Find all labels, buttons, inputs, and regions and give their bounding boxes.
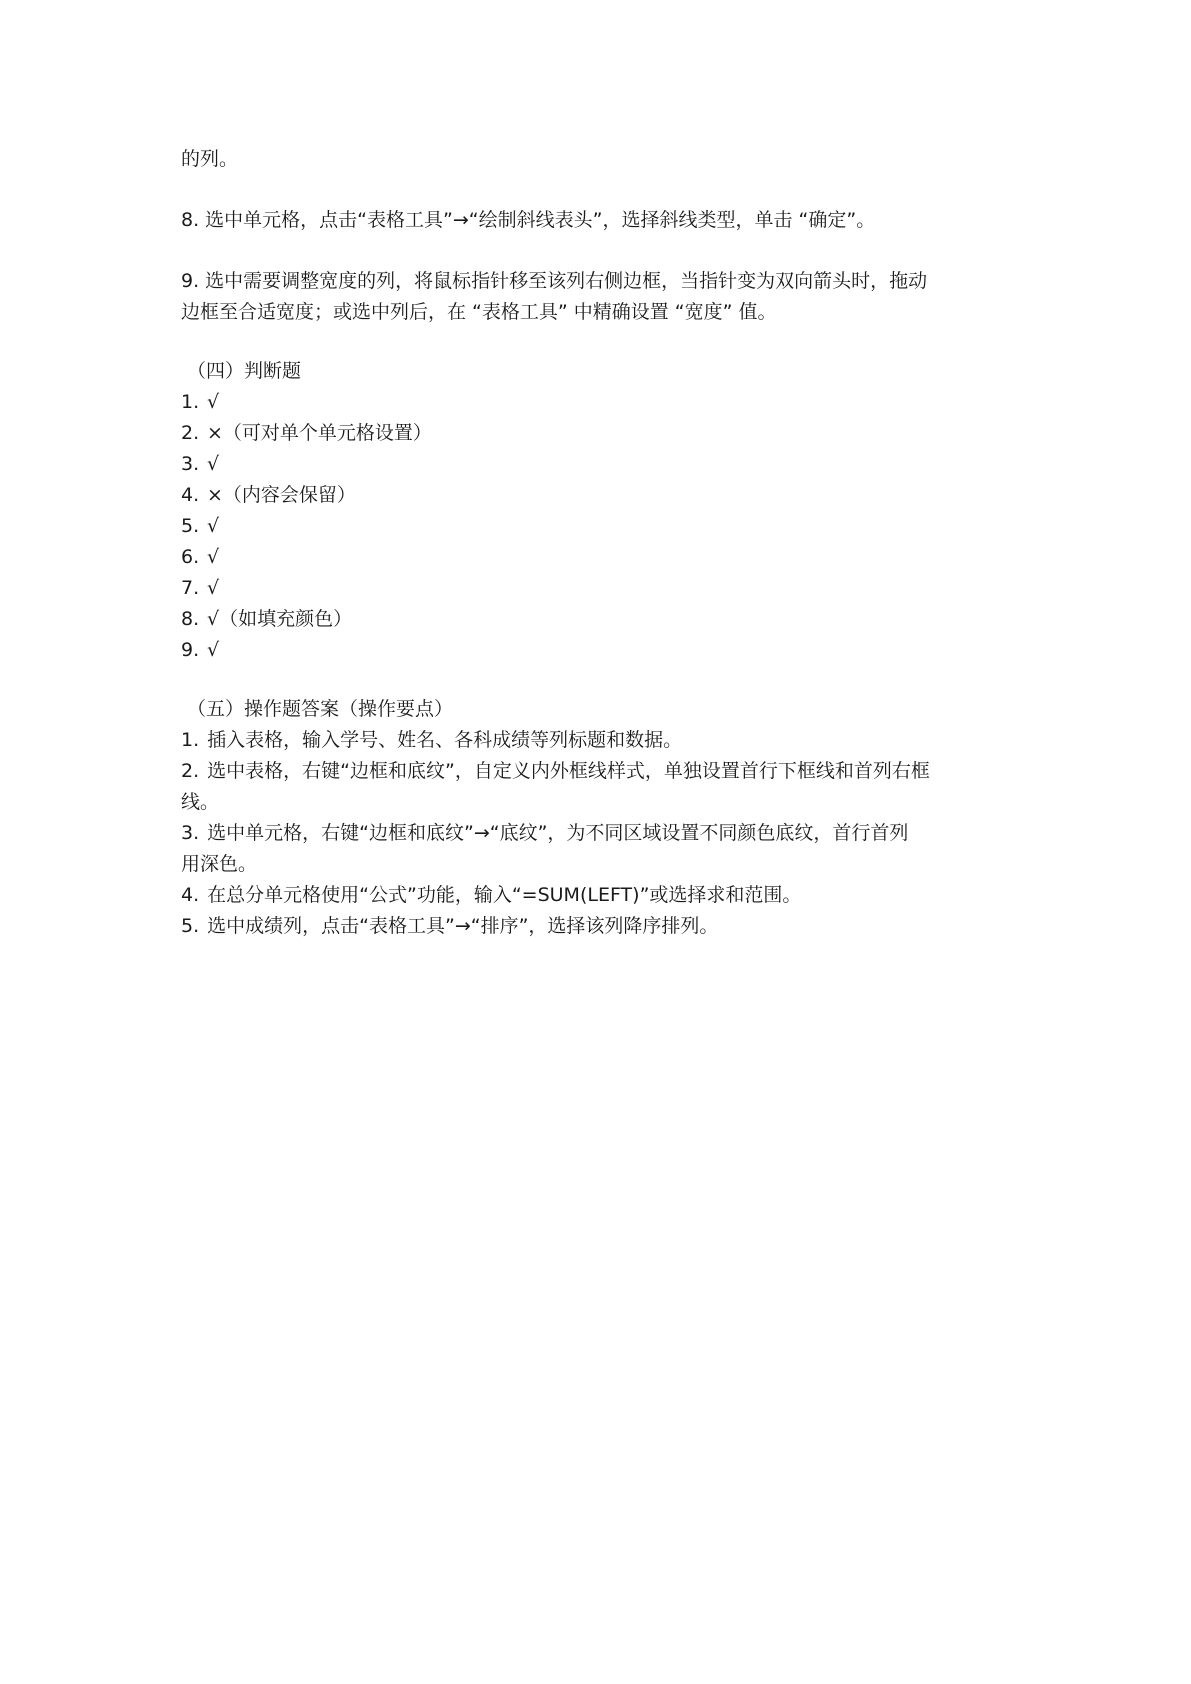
section-title: （四）判断题 [187, 360, 302, 382]
document-body [181, 144, 1021, 942]
item-text: ×（内容会保留） [207, 484, 356, 506]
item-number: 4. [181, 484, 200, 506]
item-number: 1. [181, 391, 200, 413]
list-item [181, 635, 1021, 666]
list-item [181, 480, 1021, 511]
item-number: 7. [181, 577, 200, 599]
item-text: √（如填充颜色） [207, 608, 353, 630]
item-text: 选中表格，右键“边框和底纹”，自定义内外框线样式，单独设置首行下框线和首列右框 [207, 760, 930, 782]
item-number: 1. [181, 729, 200, 751]
list-item [181, 418, 1021, 449]
answer-8: 8. 选中单元格，点击“表格工具”→“绘制斜线表头”，选择斜线类型，单击 “确定”。 [181, 209, 876, 231]
item-number: 4. [181, 884, 200, 906]
item-text: √ [207, 391, 220, 413]
item-number: 3. [181, 453, 200, 475]
answer-9 [181, 266, 1021, 328]
item-number: 5. [181, 915, 200, 937]
list-item [181, 387, 1021, 418]
item-text: √ [207, 577, 220, 599]
answer-9-line-1: 9. 选中需要调整宽度的列，将鼠标指针移至该列右侧边框，当指针变为双向箭头时，拖动 [181, 270, 928, 292]
list-item [181, 911, 1021, 942]
list-item [181, 542, 1021, 573]
list-item [181, 880, 1021, 911]
item-text: 选中成绩列，点击“表格工具”→“排序”，选择该列降序排列。 [207, 915, 719, 937]
item-number: 2. [181, 760, 200, 782]
item-text: √ [207, 515, 220, 537]
continuation-text: 的列。 [181, 148, 239, 170]
list-item [181, 449, 1021, 480]
item-number: 3. [181, 822, 200, 844]
list-item [181, 818, 1021, 880]
section-true-false [181, 356, 1021, 666]
item-number: 5. [181, 515, 200, 537]
item-number: 9. [181, 639, 200, 661]
item-text: 插入表格，输入学号、姓名、各科成绩等列标题和数据。 [207, 729, 683, 751]
item-text: √ [207, 453, 220, 475]
list-item [181, 725, 1021, 756]
item-text: 选中单元格，右键“边框和底纹”→“底纹”，为不同区域设置不同颜色底纹，首行首列 [207, 822, 909, 844]
item-number: 2. [181, 422, 200, 444]
item-text: √ [207, 546, 220, 568]
list-item [181, 511, 1021, 542]
section-title: （五）操作题答案（操作要点） [187, 698, 454, 720]
section-operations [181, 694, 1021, 942]
item-text-continuation: 线。 [181, 791, 220, 813]
list-item [181, 756, 1021, 818]
item-number: 6. [181, 546, 200, 568]
item-text: 在总分单元格使用“公式”功能，输入“=SUM(LEFT)”或选择求和范围。 [207, 884, 802, 906]
item-text-continuation: 用深色。 [181, 853, 258, 875]
answer-9-line-2: 边框至合适宽度；或选中列后，在 “表格工具” 中精确设置 “宽度” 值。 [181, 301, 777, 323]
item-text: √ [207, 639, 220, 661]
list-item [181, 573, 1021, 604]
item-text: ×（可对单个单元格设置） [207, 422, 432, 444]
item-number: 8. [181, 608, 200, 630]
list-item [181, 604, 1021, 635]
